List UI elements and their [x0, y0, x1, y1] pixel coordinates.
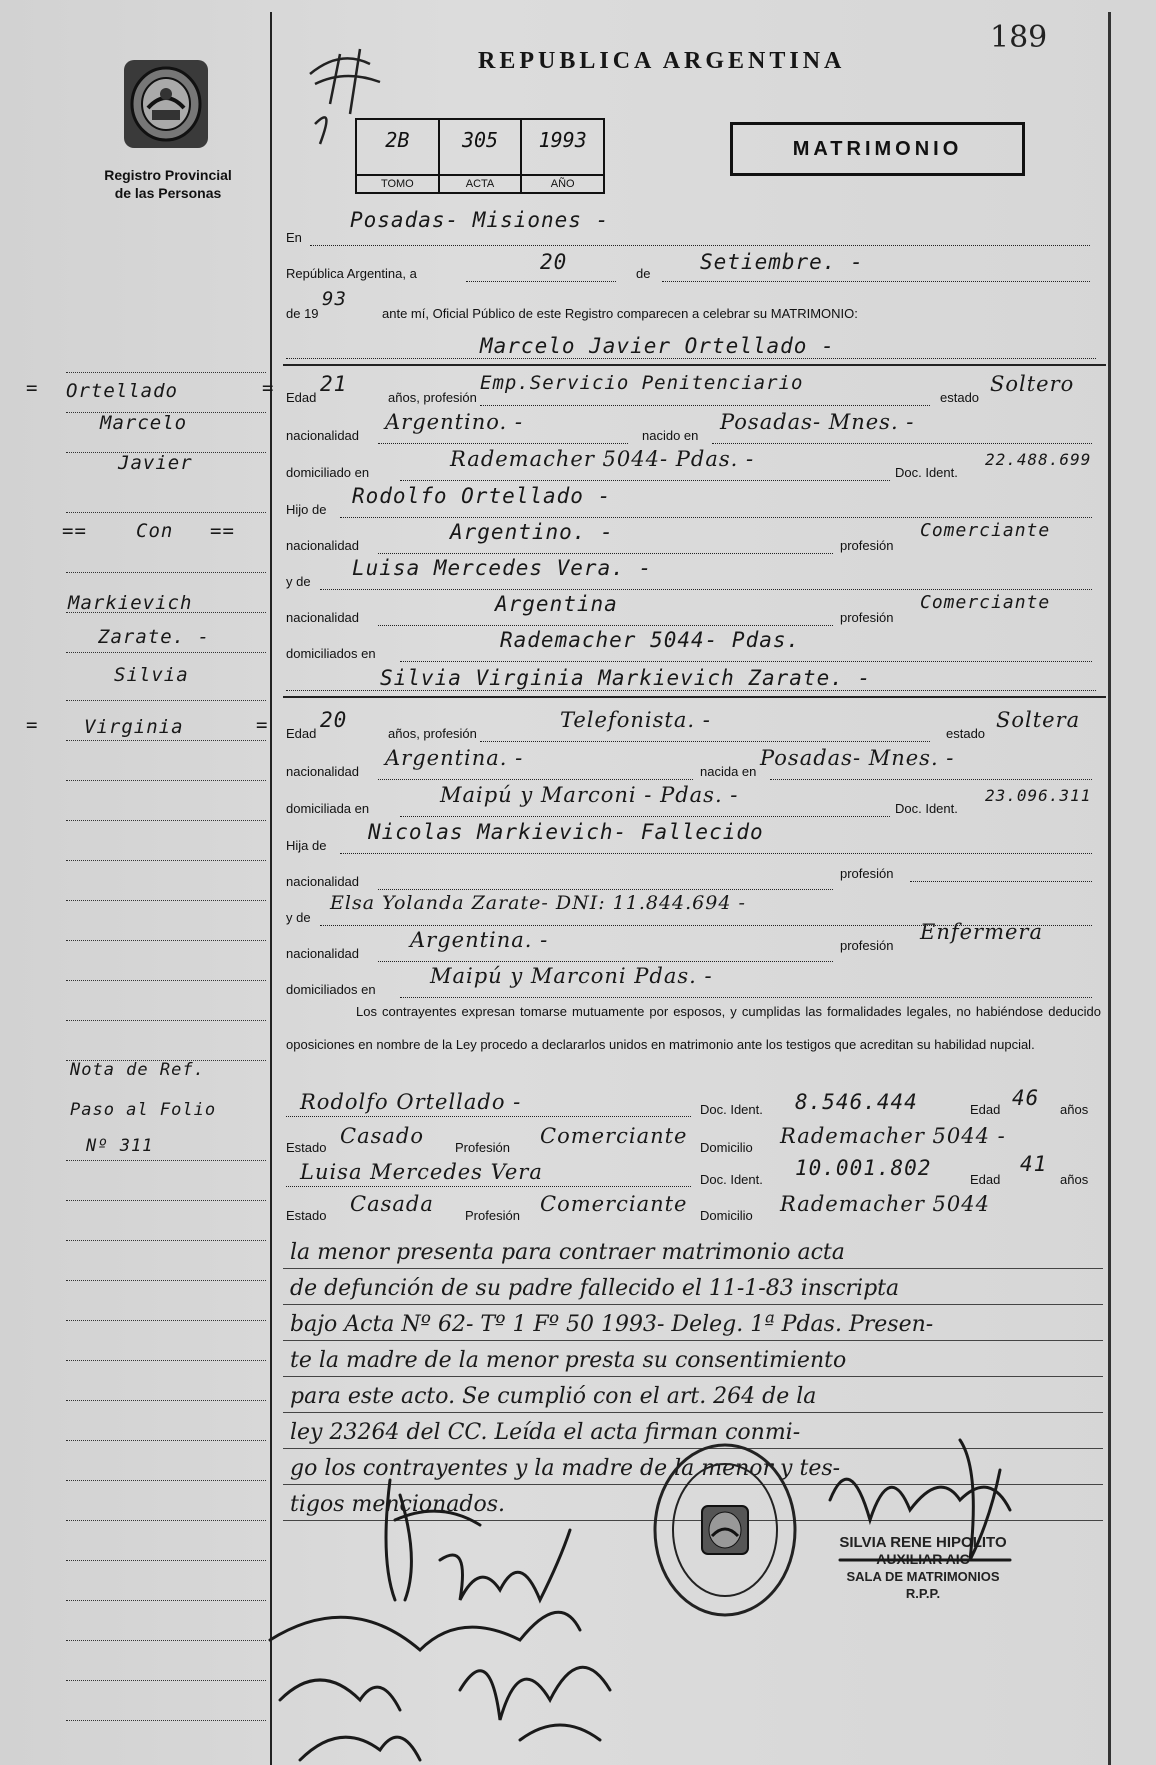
groom-profession: Emp.Servicio Penitenciario	[480, 372, 804, 394]
margin-line	[66, 1680, 266, 1681]
witness2-status: Casada	[350, 1192, 434, 1216]
bride-mother-profession: Enfermera	[920, 920, 1043, 944]
margin-line	[66, 740, 266, 741]
note-line-8: tigos mencionados.	[290, 1492, 506, 1517]
bride-doc: 23.096.311	[985, 786, 1092, 805]
field-line	[320, 589, 1092, 590]
note-line-3: bajo Acta Nº 62- Tº 1 Fº 50 1993- Deleg. 1ª Pdas. Presen-	[290, 1312, 934, 1337]
margin-line	[66, 372, 266, 373]
margin-surname1: Ortellado	[66, 380, 178, 402]
witness2-doc: 10.001.802	[795, 1156, 932, 1180]
note-line	[283, 1340, 1103, 1341]
groom-status: Soltero	[990, 372, 1075, 396]
groom-nationality: Argentino. -	[385, 410, 523, 434]
tomo-value: 2B	[385, 128, 410, 152]
margin-note3: Nº 311	[86, 1136, 154, 1156]
bride-mother-nationality-label: nacionalidad	[286, 946, 360, 961]
year-value: 93	[322, 288, 347, 310]
registry-logo-icon	[122, 58, 210, 150]
tomo-label: TOMO	[357, 174, 438, 192]
field-line	[378, 961, 833, 962]
bride-father-profession-label: profesión	[840, 866, 894, 881]
margin-line	[66, 860, 266, 861]
section-separator	[283, 696, 1106, 698]
margin-line	[66, 940, 266, 941]
bride-father-nationality-label: nacionalidad	[286, 874, 360, 889]
field-line	[378, 889, 833, 890]
bride-age-label: Edad	[286, 726, 317, 741]
groom-mother: Luisa Mercedes Vera. -	[352, 556, 653, 580]
witness1-doc-label: Doc. Ident.	[700, 1102, 763, 1117]
field-line	[378, 553, 833, 554]
witness2-profession-label: Profesión	[465, 1208, 520, 1223]
margin-line	[66, 700, 266, 701]
margin-rule	[270, 12, 272, 1765]
bride-nationality-label: nacionalidad	[286, 764, 360, 779]
witness1-address: Rademacher 5044 -	[780, 1124, 1006, 1148]
field-line	[480, 741, 930, 742]
witness1-status-label: Estado	[286, 1140, 327, 1155]
note-line	[283, 1268, 1103, 1269]
margin-surname2b: Zarate. -	[98, 626, 210, 648]
margin-line	[66, 1600, 266, 1601]
margin-name2a: Silvia	[114, 664, 189, 686]
field-line	[378, 443, 628, 444]
note-line-2: de defunción de su padre fallecido el 11-1-83 inscripta	[290, 1276, 900, 1301]
place-value: Posadas- Misiones -	[350, 208, 610, 232]
ano-cell	[522, 120, 603, 192]
groom-father-nationality: Argentino. -	[450, 520, 614, 544]
groom-doc-label: Doc. Ident.	[895, 465, 958, 480]
field-line	[310, 245, 1090, 246]
bride-status-label: estado	[946, 726, 986, 741]
margin-line	[66, 1020, 266, 1021]
republica-label: República Argentina, a	[286, 266, 417, 281]
witness1-age: 46	[1012, 1086, 1040, 1110]
bride-age: 20	[320, 708, 348, 732]
de-label: de	[636, 266, 651, 281]
field-line	[286, 690, 1096, 691]
bride-mother-nationality: Argentina. -	[410, 928, 549, 952]
ano-label: AÑO	[522, 174, 603, 192]
groom-birthplace-label: nacido en	[642, 428, 699, 443]
witness1-profession-label: Profesión	[455, 1140, 510, 1155]
margin-dash: ==	[210, 520, 235, 542]
groom-father: Rodolfo Ortellado -	[352, 484, 612, 508]
groom-nationality-label: nacionalidad	[286, 428, 360, 443]
registry-name	[88, 166, 248, 202]
margin-line	[66, 1640, 266, 1641]
note-line-1: la menor presenta para contraer matrimonio acta	[290, 1240, 845, 1265]
witness1-status: Casado	[340, 1124, 424, 1148]
field-line	[770, 779, 1092, 780]
witness2-name: Luisa Mercedes Vera	[300, 1160, 543, 1184]
hijo-de-label: Hijo de	[286, 502, 327, 517]
bride-birthplace-label: nacida en	[700, 764, 757, 779]
witness1-profession: Comerciante	[540, 1124, 688, 1148]
witness2-age-label: Edad	[970, 1172, 1001, 1187]
groom-doc: 22.488.699	[985, 450, 1092, 469]
margin-note1: Nota de Ref.	[70, 1060, 205, 1080]
margin-dash: ==	[62, 520, 87, 542]
registry-name-line2: de las Personas	[114, 185, 222, 201]
witness1-address-label: Domicilio	[700, 1140, 753, 1155]
bride-address: Maipú y Marconi - Pdas. -	[440, 783, 739, 807]
de19-label: de 19	[286, 306, 319, 321]
mother-nationality-label: nacionalidad	[286, 610, 360, 625]
bride-nationality: Argentina. -	[385, 746, 524, 770]
groom-mother-nationality: Argentina	[495, 592, 618, 616]
margin-line	[66, 1320, 266, 1321]
witness2-doc-label: Doc. Ident.	[700, 1172, 763, 1187]
month-value: Setiembre. -	[700, 250, 864, 274]
declaration-body: Los contrayentes expresan tomarse mutuamente por esposos, y cumplidas las formalidades legales, no habiéndose deducido oposiciones en nombre de la Ley procedo a declararlos unidos en matrimonio ante los testigos que acreditan su habilidad nupcial.	[286, 1004, 1101, 1052]
field-line	[286, 358, 1096, 359]
ano-value: 1993	[538, 128, 587, 152]
bride-father: Nicolas Markievich- Fallecido	[368, 820, 764, 844]
field-line	[340, 853, 1092, 854]
record-number-box	[355, 118, 605, 194]
witness1-age-label: Edad	[970, 1102, 1001, 1117]
groom-parents-address: Rademacher 5044- Pdas.	[500, 628, 801, 652]
margin-dash: =	[256, 714, 269, 736]
stamp-name: SILVIA RENE HIPOLITO	[839, 1534, 1007, 1551]
bride-doc-label: Doc. Ident.	[895, 801, 958, 816]
right-margin-rule	[1108, 12, 1111, 1765]
margin-line	[66, 1200, 266, 1201]
page-number: 189	[990, 20, 1048, 55]
witness1-name: Rodolfo Ortellado -	[300, 1090, 522, 1114]
stamp-org: R.P.P.	[905, 1586, 941, 1601]
margin-line	[66, 1560, 266, 1561]
witness2-profession: Comerciante	[540, 1192, 688, 1216]
registry-name-line1: Registro Provincial	[104, 167, 232, 183]
groom-address-label: domiciliado en	[286, 465, 370, 480]
bride-birthplace: Posadas- Mnes. -	[760, 746, 955, 770]
margin-line	[66, 572, 266, 573]
note-line-7: go los contrayentes y la madre de la menor y tes-	[290, 1456, 841, 1481]
field-line	[378, 779, 693, 780]
groom-mother-profession: Comerciante	[920, 592, 1051, 613]
tomo-cell	[357, 120, 440, 192]
margin-line	[66, 1520, 266, 1521]
field-line	[340, 517, 1092, 518]
margin-con: Con	[136, 520, 174, 542]
witness1-anos-label: años	[1060, 1102, 1089, 1117]
bride-parents-address: Maipú y Marconi Pdas. -	[430, 964, 713, 988]
bride-mother: Elsa Yolanda Zarate- DNI: 11.844.694 -	[330, 892, 746, 914]
witness1-doc: 8.546.444	[795, 1090, 918, 1114]
margin-dash: =	[262, 377, 275, 399]
field-line	[378, 625, 833, 626]
field-line	[910, 881, 1092, 882]
margin-note2: Paso al Folio	[70, 1100, 217, 1120]
act-type-box	[730, 122, 1025, 176]
margin-line	[66, 780, 266, 781]
margin-line	[66, 1360, 266, 1361]
father-profession-label: profesión	[840, 538, 894, 553]
bride-profession: Telefonista. -	[560, 708, 711, 732]
parents-address-label: domiciliados en	[286, 646, 376, 661]
field-line	[480, 405, 930, 406]
witness2-address: Rademacher 5044	[780, 1192, 990, 1216]
margin-line	[66, 1400, 266, 1401]
margin-line	[66, 820, 266, 821]
country-title: REPUBLICA ARGENTINA	[478, 48, 846, 74]
groom-profession-label: años, profesión	[388, 390, 477, 405]
groom-name: Marcelo Javier Ortellado -	[480, 334, 835, 358]
margin-line	[66, 1480, 266, 1481]
en-label: En	[286, 230, 302, 245]
groom-status-label: estado	[940, 390, 980, 405]
witness2-address-label: Domicilio	[700, 1208, 753, 1223]
margin-line	[66, 900, 266, 901]
groom-father-profession: Comerciante	[920, 520, 1051, 541]
bride-mother-profession-label: profesión	[840, 938, 894, 953]
field-line	[400, 661, 1092, 662]
margin-line	[66, 512, 266, 513]
note-line	[283, 1304, 1103, 1305]
stamp-office: SALA DE MATRIMONIOS	[846, 1569, 1000, 1584]
witness2-status-label: Estado	[286, 1208, 327, 1223]
note-line-6: ley 23264 del CC. Leída el acta firman conmi-	[290, 1420, 801, 1445]
field-line	[286, 1186, 691, 1187]
note-line-4: te la madre de la menor presta su consentimiento	[290, 1348, 847, 1373]
note-line	[283, 1376, 1103, 1377]
field-line	[400, 480, 890, 481]
bride-parents-address-label: domiciliados en	[286, 982, 376, 997]
margin-line	[66, 1440, 266, 1441]
witness2-anos-label: años	[1060, 1172, 1089, 1187]
acta-value: 305	[461, 128, 499, 152]
acta-label: ACTA	[440, 174, 521, 192]
mother-profession-label: profesión	[840, 610, 894, 625]
margin-name1b: Javier	[118, 452, 193, 474]
margin-dash: =	[26, 377, 39, 399]
margin-line	[66, 1240, 266, 1241]
note-line	[283, 1412, 1103, 1413]
groom-age-label: Edad	[286, 390, 317, 405]
bride-address-label: domiciliada en	[286, 801, 370, 816]
note-line-5: para este acto. Se cumplió con el art. 264 de la	[290, 1384, 817, 1409]
margin-line	[66, 980, 266, 981]
margin-line	[66, 1720, 266, 1721]
bride-name: Silvia Virginia Markievich Zarate. -	[380, 666, 872, 690]
field-line	[286, 1116, 691, 1117]
day-value: 20	[540, 250, 568, 274]
margin-dash: =	[26, 714, 39, 736]
act-type-label: MATRIMONIO	[792, 137, 963, 160]
witness2-age: 41	[1020, 1152, 1048, 1176]
groom-address: Rademacher 5044- Pdas. -	[450, 447, 755, 471]
registry-seal-icon	[650, 1440, 800, 1620]
bride-profession-label: años, profesión	[388, 726, 477, 741]
field-line	[400, 816, 890, 817]
margin-line	[66, 1280, 266, 1281]
groom-birthplace: Posadas- Mnes. -	[720, 410, 915, 434]
declaration-text	[286, 995, 1101, 1061]
father-nationality-label: nacionalidad	[286, 538, 360, 553]
field-line	[712, 443, 1092, 444]
margin-line	[66, 652, 266, 653]
official-stamp	[818, 1534, 1028, 1602]
stamp-role: AUXILIAR AIC	[876, 1551, 970, 1567]
margin-line	[66, 1160, 266, 1161]
intro-text: ante mí, Oficial Público de este Registro comparecen a celebrar su MATRIMONIO:	[382, 306, 858, 321]
field-line	[466, 281, 616, 282]
hija-de-label: Hija de	[286, 838, 327, 853]
margin-name2b: Virginia	[84, 716, 184, 738]
y-de-label: y de	[286, 574, 311, 589]
margin-name1a: Marcelo	[100, 412, 188, 434]
bride-y-de-label: y de	[286, 910, 311, 925]
margin-surname2a: Markievich	[68, 592, 193, 614]
acta-cell	[440, 120, 523, 192]
groom-age: 21	[320, 372, 348, 396]
field-line	[662, 281, 1090, 282]
bride-status: Soltera	[996, 708, 1081, 732]
section-separator	[283, 364, 1106, 366]
